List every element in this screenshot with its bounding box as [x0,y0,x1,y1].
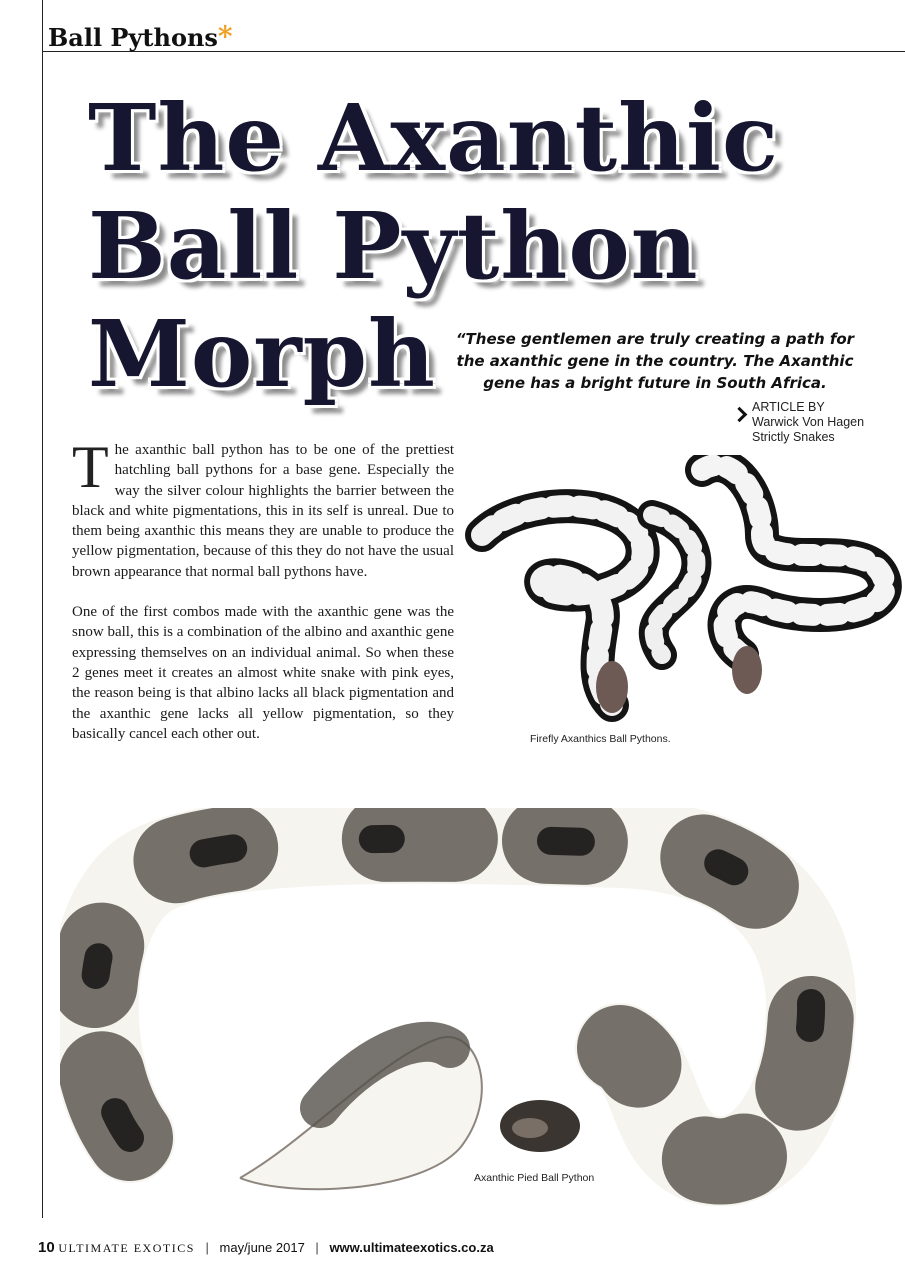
photo1-caption: Firefly Axanthics Ball Pythons. [530,733,671,745]
page-number: 10 [38,1239,55,1256]
title-line-2: Ball Python [88,192,699,300]
title-line-3: Morph [88,300,436,408]
title-line-1: The Axanthic [88,84,779,192]
article-body [72,434,454,764]
photo2-caption: Axanthic Pied Ball Python [474,1172,595,1184]
footer-separator-1: | [205,1240,209,1255]
byline [736,400,864,445]
section-title: Ball Pythons [48,23,218,52]
photo-axanthic-pied [60,808,900,1206]
photo-firefly-axanthics [462,455,902,723]
star-icon: * [217,20,233,53]
byline-author: Warwick Von Hagen [752,415,865,429]
page-footer [38,1239,494,1256]
section-header [48,20,233,53]
footer-separator-2: | [315,1240,319,1255]
drop-cap: T [72,434,109,500]
chevron-right-icon [732,407,748,423]
byline-label: ARTICLE BY [752,400,825,414]
paragraph-1-text: he axanthic ball python has to be one of the prettiest hatchling ball pythons for a base gene. Especially the way the silver colour highlights the barrier between the black and white pigmentations, this in its self is unreal. Due to them being axanthic this means they are unable to produce the yellow pigmentation, because of this they do not have the usual brown appearance that normal ball pythons have. [72,442,454,580]
website-link[interactable]: www.ultimateexotics.co.za [329,1240,494,1255]
pull-quote: “These gentlemen are truly creating a path for the axanthic gene in the country. The Axanthic gene has a bright future in South Africa. [455,330,855,392]
magazine-name: ULTIMATE EXOTICS [58,1241,195,1255]
paragraph-2: One of the first combos made with the axanthic gene was the snow ball, this is a combination of the albino and axanthic gene expressing themselves on an individual animal. So when these 2 genes meet it creates an almost white snake with pink eyes, the reason being is that albino lacks all black pigmentation and the axanthic gene lacks all yellow pigmentation, so they basically cancel each other out. [72,604,454,742]
byline-company: Strictly Snakes [752,430,835,444]
issue-date: may/june 2017 [219,1240,305,1255]
paragraph-1 [72,434,454,582]
margin-rule-vertical [42,0,43,1218]
